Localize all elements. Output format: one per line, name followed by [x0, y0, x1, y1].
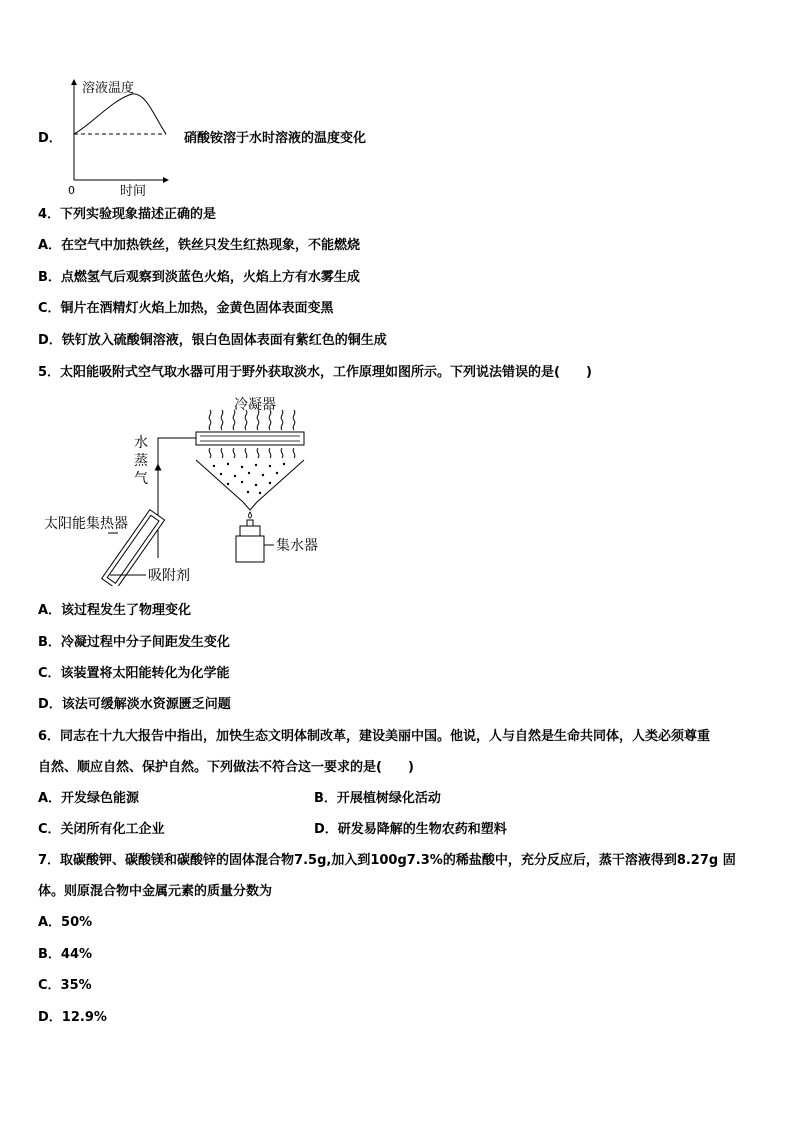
- q7-option-a: A．50%: [38, 915, 93, 930]
- water-collector-label: 集水器: [276, 538, 318, 554]
- origin-label: 0: [68, 184, 75, 197]
- q6-stem-line1: 6．同志在十九大报告中指出，加快生态文明体制改革，建设美丽中国。他说，人与自然是生命共同体，人类必须尊重: [38, 729, 711, 744]
- q5-option-a: A．该过程发生了物理变化: [38, 603, 192, 618]
- temperature-curve: [74, 94, 166, 134]
- q4-option-b: B．点燃氢气后观察到淡蓝色火焰，火焰上方有水雾生成: [38, 270, 360, 285]
- y-axis-label: 溶液温度: [82, 81, 135, 96]
- cooling-waves: [209, 410, 295, 430]
- funnel: [196, 460, 304, 502]
- water-harvester-diagram: [38, 392, 358, 586]
- vapor-label-1: 水: [134, 435, 148, 451]
- x-axis-label: 时间: [120, 184, 147, 198]
- temperature-graph: [62, 76, 172, 198]
- q6-option-b: B．开展植树绿化活动: [314, 791, 441, 806]
- q6-option-d: D．研发易降解的生物农药和塑料: [314, 822, 507, 837]
- q5-stem: 5．太阳能吸附式空气取水器可用于野外获取淡水，工作原理如图所示。下列说法错误的是( ): [38, 365, 592, 380]
- q6-option-c: C．关闭所有化工企业: [38, 822, 165, 837]
- condenser-tube: [196, 432, 304, 445]
- q7-option-d: D．12.9%: [38, 1010, 107, 1025]
- vapor-pipe: [158, 438, 196, 558]
- q7-stem-line2: 体。则原混合物中金属元素的质量分数为: [38, 884, 273, 899]
- water-droplets: [213, 463, 285, 494]
- drip-icon: [249, 512, 252, 518]
- q5-option-c: C．该装置将太阳能转化为化学能: [38, 666, 230, 681]
- q4-stem: 4．下列实验现象描述正确的是: [38, 207, 217, 222]
- q7-option-c: C．35%: [38, 978, 92, 993]
- adsorbent-label: 吸附剂: [148, 568, 190, 584]
- vapor-label-2: 蒸: [134, 453, 148, 469]
- q5-option-b: B．冷凝过程中分子间距发生变化: [38, 635, 230, 650]
- q6-option-a: A．开发绿色能源: [38, 791, 140, 806]
- q7-option-b: B．44%: [38, 947, 93, 962]
- collector-bottle: [236, 536, 264, 562]
- q4-option-a: A．在空气中加热铁丝，铁丝只发生红热现象，不能燃烧: [38, 238, 361, 253]
- condenser-label: 冷凝器: [234, 397, 276, 413]
- q7-stem-line1: 7．取碳酸钾、碳酸镁和碳酸锌的固体混合物7.5g,加入到100g7.3%的稀盐酸中，充分反应后，蒸干溶液得到8.27g 固: [38, 853, 736, 868]
- cooling-waves-lower: [209, 448, 295, 458]
- q6-stem-line2: 自然、顺应自然、保护自然。下列做法不符合这一要求的是( ): [38, 760, 414, 775]
- q5-option-d: D．该法可缓解淡水资源匮乏问题: [38, 697, 231, 712]
- q3-option-d-label: D．: [38, 131, 62, 146]
- vapor-label-3: 气: [134, 471, 148, 487]
- solar-collector-label: 太阳能集热器: [44, 516, 128, 532]
- q4-option-d: D．铁钉放入硫酸铜溶液，银白色固体表面有紫红色的铜生成: [38, 333, 387, 348]
- q3-option-d-text: 硝酸铵溶于水时溶液的温度变化: [184, 131, 367, 146]
- q4-option-c: C．铜片在酒精灯火焰上加热，金黄色固体表面变黑: [38, 301, 334, 316]
